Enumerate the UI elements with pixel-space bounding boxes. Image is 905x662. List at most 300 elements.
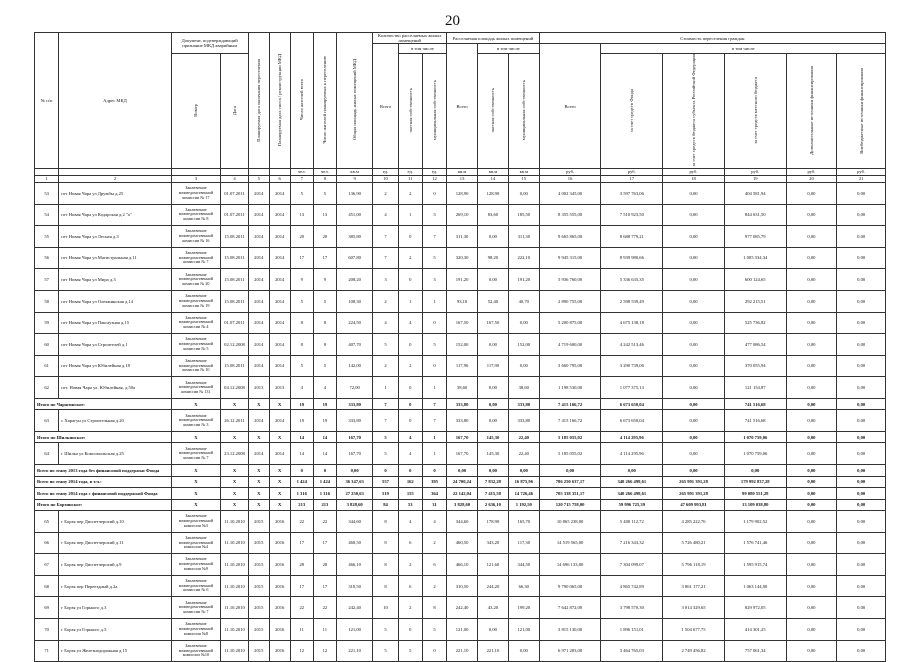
table-cell: 3 798 570,30 [601,597,663,619]
table-cell: 0,00 [786,532,837,554]
table-cell: 2015 [248,640,269,662]
table-cell: 2 [373,355,398,377]
total-cell: 24 700,24 [447,476,478,488]
table-cell: 6 [398,532,422,554]
column-number-cell: 3 [171,175,221,182]
address-cell: с Харагун ул Строительная д.20 [59,410,171,432]
table-row [35,511,886,533]
table-cell: 2014 [248,182,269,204]
col-residents-total-header: Число жителей всего [290,33,313,169]
table-cell: 0,00 [663,443,725,465]
table-cell: 15.08.2011 [221,247,249,269]
table-cell: 0 [398,619,422,641]
table-cell: 62 [35,377,59,399]
total-cell: X [269,431,290,443]
table-cell: 0,00 [837,597,886,619]
total-cell: X [269,465,290,477]
table-cell: 0,00 [786,182,837,204]
table-cell: 6 [422,554,446,576]
table-cell: 19 [290,410,313,432]
table-cell: 5 [373,443,398,465]
table-cell: 4 719 600,00 [539,334,601,356]
rooms-private-header: частная собственность [398,54,422,169]
column-number-cell: 19 [724,175,786,182]
table-cell: 20 [290,226,313,248]
table-cell: 0,00 [837,226,886,248]
total-cell: 1 316 [290,488,313,500]
total-cell: 1 316 [313,488,336,500]
total-cell: X [248,431,269,443]
document-cell: Заключение межведомственной комиссии № 5 [171,334,221,356]
table-cell: 2014 [248,204,269,226]
document-cell: Заключение межведомственной комиссии №9 [171,554,221,576]
document-cell: Заключение межведомственной комиссии № 3 [171,410,221,432]
column-number-cell: 13 [447,175,478,182]
table-cell: 8 [373,532,398,554]
column-number-cell: 14 [478,175,509,182]
col-cost-header: Стоимость переселения граждан [539,33,885,44]
table-cell: 0,00 [663,269,725,291]
table-cell: 3 660 795,00 [539,355,601,377]
document-cell: Заключение межведомственной комиссии № 6 [171,575,221,597]
total-cell: 0,00 [786,465,837,477]
table-cell: 3 597 763,06 [601,182,663,204]
table-cell: 311,30 [508,226,539,248]
table-cell: 0,00 [786,410,837,432]
table-cell: 0,00 [786,640,837,662]
table-cell: 6 673 650,04 [601,410,663,432]
table-cell: 0,00 [786,511,837,533]
unit-cell: руб. [539,168,601,175]
total-cell: 364 [422,488,446,500]
total-cell: 519 [373,488,398,500]
address-cell: г Борзя ул Горького д.5 [59,619,171,641]
table-cell: 1 896 151,01 [601,619,663,641]
table-cell: 2014 [269,269,290,291]
table-cell: 466,10 [447,554,478,576]
total-cell: 16 875,96 [508,476,539,488]
total-cell: 0,00 [837,398,886,410]
col-document-header: Документ, подтверждающий признание МКД аварийным [171,33,248,54]
total-cell: 47 609 993,81 [663,499,725,511]
table-cell: 128,90 [447,182,478,204]
table-cell: 451,00 [336,204,372,226]
table-cell: 3 815 130,00 [539,619,601,641]
column-number-cell: 6 [269,175,290,182]
table-cell: 320,30 [447,247,478,269]
table-cell: 2 598 539,49 [601,290,663,312]
address-cell: г Борзя ул Железнодорожная д.15 [59,640,171,662]
table-cell: 65 [35,511,59,533]
table-cell: 0,00 [786,226,837,248]
unit-cell [35,168,59,175]
column-number-cell: 10 [373,175,398,182]
table-cell: 8 [373,554,398,576]
table-cell: 242,40 [447,597,478,619]
total-label: Итого по Борзинское: [35,499,172,511]
table-cell: 460,50 [447,532,478,554]
table-cell: 757 061,34 [724,640,786,662]
table-cell: 15.08.2011 [221,355,249,377]
table-cell: 1 [398,290,422,312]
table-cell: 2014 [248,355,269,377]
total-cell: 145,30 [478,431,509,443]
table-cell: 14 519 565,00 [539,532,601,554]
table-cell: 2014 [269,247,290,269]
table-row [35,410,886,432]
total-cell: 333,80 [336,398,372,410]
table-cell: 0,00 [508,640,539,662]
table-cell: 7 [422,410,446,432]
table-cell: 19 [313,410,336,432]
table-cell: 14 [313,443,336,465]
table-cell: 2014 [248,410,269,432]
table-cell: 2016 [269,640,290,662]
address-cell: г Борзя пер Диспетчерский д.9 [59,554,171,576]
total-cell: X [269,499,290,511]
table-cell: 0 [422,355,446,377]
column-number-cell: 9 [336,175,372,182]
table-cell: 9 [313,269,336,291]
table-cell: 2015 [248,575,269,597]
cost-regional-header: за счет средств бюджета субъекта Российской Федерации [663,54,725,169]
table-cell: 3 014 329,65 [663,597,725,619]
table-cell: 525 736,82 [724,312,786,334]
table-cell: 1 [422,290,446,312]
table-cell: 2016 [269,575,290,597]
table-cell: 56 [35,247,59,269]
total-cell: 1 192,50 [508,499,539,511]
table-cell: 0,00 [837,410,886,432]
table-cell: 2014 [248,290,269,312]
table-cell: 1 [422,377,446,399]
total-cell: 14 [290,431,313,443]
total-row [35,488,886,500]
total-label: Итого по Чарагинское: [35,398,172,410]
table-cell: 221,10 [478,640,509,662]
table-cell: 0 [422,312,446,334]
column-number-cell: 20 [786,175,837,182]
table-cell: 0,00 [663,226,725,248]
table-cell: 0,00 [837,443,886,465]
total-cell: X [248,499,269,511]
table-cell: 4 [398,511,422,533]
table-cell: 2 [422,532,446,554]
column-number-cell: 17 [601,175,663,182]
table-cell: 2 749 456,82 [663,640,725,662]
table-cell: 344,50 [508,554,539,576]
table-cell: 2013 [248,377,269,399]
table-cell: 8 [290,312,313,334]
table-cell: 22,40 [508,443,539,465]
unit-cell: руб. [837,168,886,175]
table-cell: 20 [313,226,336,248]
total-row [35,431,886,443]
table-cell: 2014 [269,410,290,432]
table-cell: 11.10.2010 [221,511,249,533]
table-cell: 0,00 [837,182,886,204]
table-cell: 333,80 [447,410,478,432]
total-cell: X [269,488,290,500]
table-cell: 66 [35,532,59,554]
unit-cell: кв.м [478,168,509,175]
table-cell: 4 865 742,89 [601,575,663,597]
table-cell: 0,00 [663,410,725,432]
address-cell: пгт Новая Чара ул Магистральная д.11 [59,247,171,269]
total-cell: 19 [290,398,313,410]
table-cell: 9 790 065,00 [539,575,601,597]
table-cell: 5 185 055,02 [539,443,601,465]
column-number-cell: 5 [248,175,269,182]
table-cell: 7 415 166,72 [539,410,601,432]
column-number-cell: 11 [398,175,422,182]
table-cell: 70 [35,619,59,641]
unit-cell [59,168,171,175]
table-cell: 8 [313,312,336,334]
table-cell: 221,10 [336,640,372,662]
total-label: Всего по этапу 2013 года без финансовой поддержки Фонда [35,465,172,477]
table-cell: 292 215,51 [724,290,786,312]
table-cell: 0,00 [786,312,837,334]
table-cell: 69 [35,597,59,619]
table-cell: 7 510 923,50 [601,204,663,226]
total-cell: 0,00 [786,431,837,443]
table-cell: 26.12.2011 [221,410,249,432]
table-cell: 3 [373,269,398,291]
rooms-count-incl-header: в том числе [398,44,446,54]
table-cell: 2 890 755,00 [539,290,601,312]
table-cell: 9 945 315,00 [539,247,601,269]
table-cell: 11 [313,619,336,641]
table-cell: 5 336 635,35 [601,269,663,291]
table-cell: 83,60 [478,204,509,226]
table-cell: 121,60 [478,554,509,576]
table-cell: 2016 [269,619,290,641]
table-cell: 71 [35,640,59,662]
total-cell: X [171,476,221,488]
table-cell: 5 [422,334,446,356]
table-cell: 0,00 [508,182,539,204]
table-cell: 0,00 [663,204,725,226]
total-cell: 1 424 [290,476,313,488]
table-cell: 829 972,05 [724,597,786,619]
table-row [35,334,886,356]
rooms-area-incl-header: в том числе [478,44,540,54]
table-body [35,182,886,661]
total-cell: 179 992 837,28 [724,476,786,488]
table-cell: 5 [373,619,398,641]
total-cell: 0,00 [478,398,509,410]
table-cell: 145,30 [478,443,509,465]
table-cell: 53 [35,182,59,204]
doc-date-header: Дата [221,54,249,169]
table-cell: 128,90 [478,182,509,204]
total-cell: X [221,431,249,443]
total-cell: 36 347,63 [336,476,372,488]
total-cell: 19 [313,398,336,410]
total-cell: 0,00 [724,465,786,477]
col-rooms-count-header: Количество расселяемых жилых помещений [373,33,447,44]
table-cell: 2015 [248,597,269,619]
table-cell: 11.10.2010 [221,554,249,576]
total-cell: 265 991 391,28 [663,488,725,500]
table-cell: 22 [290,511,313,533]
total-cell: X [248,398,269,410]
table-row [35,204,886,226]
total-cell: 3 828,60 [336,499,372,511]
total-cell: 0,00 [478,465,509,477]
table-cell: 0,00 [508,312,539,334]
unit-cell: руб. [724,168,786,175]
total-cell: X [221,476,249,488]
table-cell: 8 [313,334,336,356]
table-cell: 242,40 [336,597,372,619]
table-cell: 178,90 [478,511,509,533]
total-cell: 53 [398,499,422,511]
table-cell: 2016 [269,554,290,576]
col-rooms-area-header: Расселяемая площадь жилых помещений [447,33,540,44]
document-cell: Заключение межведомственной комиссии № 131 [171,377,221,399]
address-cell: г Борзя ул Горького д.3 [59,597,171,619]
table-cell: 466,10 [336,554,372,576]
total-cell: 705 338 351,17 [539,488,601,500]
table-cell: 9 665 865,00 [539,226,601,248]
table-cell: 68 [35,575,59,597]
total-cell: 120 715 758,00 [539,499,601,511]
total-cell: 265 991 391,28 [663,476,725,488]
table-cell: 8 688 779,21 [601,226,663,248]
table-cell: 121,00 [447,619,478,641]
table-cell: 269,10 [447,204,478,226]
table-cell: 3 861 177,21 [663,575,725,597]
table-row [35,269,886,291]
table-cell: 4 [373,204,398,226]
table-cell: 0,00 [837,204,886,226]
table-cell: 167,50 [447,312,478,334]
table-cell: 152,00 [447,334,478,356]
table-cell: 165,70 [508,511,539,533]
table-cell: 4 [398,312,422,334]
table-cell: 0,00 [837,619,886,641]
total-cell: X [221,398,249,410]
table-cell: 72,00 [336,377,372,399]
table-cell: 152,00 [508,334,539,356]
column-number-cell: 15 [508,175,539,182]
address-cell: пгт Новая Чара ул Олекминская д.14 [59,290,171,312]
table-cell: 7 216 343,32 [601,532,663,554]
table-cell: 1 063 144,90 [724,575,786,597]
table-cell: 167,50 [478,312,509,334]
table-cell: 61 [35,355,59,377]
table-cell: 5 [313,182,336,204]
table-cell: 11 [290,619,313,641]
unit-cell: ед. [422,168,446,175]
table-cell: 28 [313,554,336,576]
table-cell: 64 [35,443,59,465]
table-cell: 4 [373,312,398,334]
table-cell: 9 [290,269,313,291]
table-cell: 2016 [269,511,290,533]
units-row [35,168,886,175]
address-cell: г Борзя пер Переездный д.2а [59,575,171,597]
table-cell: 0,00 [786,597,837,619]
total-cell: X [248,465,269,477]
table-cell: 0,00 [837,290,886,312]
cost-local-header: за счет средств местного бюджета [724,54,786,169]
table-cell: 2014 [248,226,269,248]
table-cell: 0,00 [478,410,509,432]
total-cell: 167,70 [336,431,372,443]
total-cell: X [171,398,221,410]
table-cell: 185,50 [508,204,539,226]
table-row [35,619,886,641]
table-cell: 67 [35,554,59,576]
address-cell: пгт Новая Чара ул Пакгаузная д.15 [59,312,171,334]
table-cell: 0,00 [663,377,725,399]
table-cell: 15.08.2011 [221,226,249,248]
table-cell: 208,20 [336,269,372,291]
document-cell: Заключение межведомственной комиссии № 7 [171,247,221,269]
table-cell: 136,90 [336,182,372,204]
table-cell: 5 [290,182,313,204]
table-cell: 15.08.2011 [221,269,249,291]
total-cell: 0,00 [539,465,601,477]
table-cell: 0,00 [786,269,837,291]
table-cell: 2 [422,575,446,597]
table-cell: 0,00 [663,290,725,312]
table-cell: 5 936 760,00 [539,269,601,291]
total-cell: 0 [313,465,336,477]
table-cell: 4 [313,377,336,399]
table-cell: 607,80 [336,247,372,269]
total-cell: 59 996 725,39 [601,499,663,511]
column-number-cell: 16 [539,175,601,182]
total-cell: 7 415 166,72 [539,398,601,410]
total-cell: 0,00 [786,398,837,410]
table-cell: 4 [290,377,313,399]
table-cell: 12 [313,640,336,662]
total-cell: X [171,465,221,477]
table-cell: 4 285 222,76 [663,511,725,533]
total-cell: 0,00 [663,398,725,410]
table-cell: 5 [290,355,313,377]
total-cell: 0,00 [837,465,886,477]
address-cell: пгт Новая Чара ул Кодарская д.2 "а" [59,204,171,226]
table-cell: 404 581,94 [724,182,786,204]
table-cell: 0 [422,640,446,662]
table-cell: 0,00 [786,334,837,356]
table-cell: 7 [373,247,398,269]
table-cell: 2 [398,182,422,204]
table-cell: 2014 [248,247,269,269]
table-cell: 2014 [269,334,290,356]
unit-cell: кв.м [508,168,539,175]
total-cell: 741 516,68 [724,398,786,410]
total-cell: 155 [398,488,422,500]
table-cell: 5 200 875,00 [539,312,601,334]
table-cell: 04.12.2008 [221,377,249,399]
table-cell: 0,00 [837,554,886,576]
col-address-header: Адрес МКД [59,33,171,169]
table-cell: 117,90 [478,355,509,377]
table-cell: 0,00 [508,355,539,377]
total-cell: 84 [373,499,398,511]
table-row [35,226,886,248]
unit-cell [221,168,249,175]
table-cell: 2014 [269,290,290,312]
table-cell: 460,50 [336,532,372,554]
total-cell: 0,00 [663,465,725,477]
